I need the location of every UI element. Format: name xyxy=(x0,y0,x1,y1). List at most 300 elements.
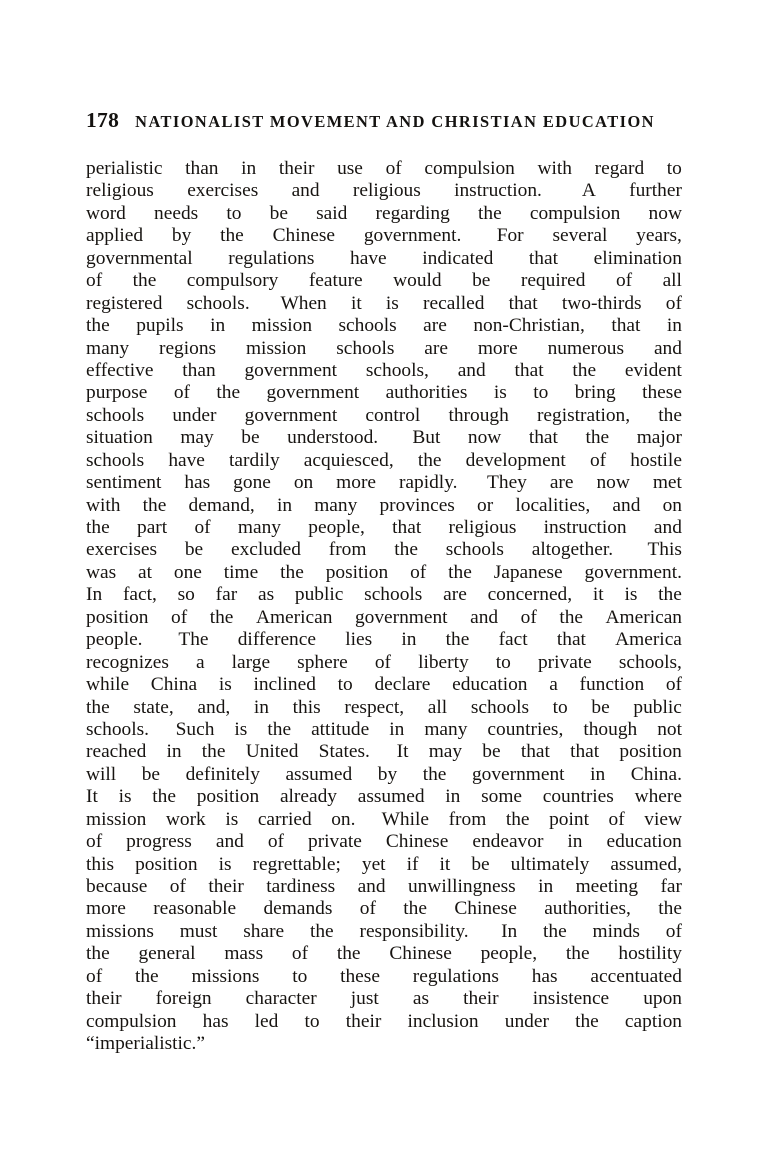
word: position xyxy=(325,561,389,583)
word: use xyxy=(337,158,363,179)
word: is xyxy=(385,292,399,314)
word: of xyxy=(615,270,633,292)
word: applied xyxy=(86,225,144,247)
word: and, xyxy=(197,696,231,718)
word: altogether. xyxy=(531,539,614,561)
word: have xyxy=(350,247,387,269)
word: that xyxy=(556,629,586,651)
word: compulsory xyxy=(186,270,279,292)
word: instruction. xyxy=(454,180,542,202)
word: regrettable; xyxy=(252,853,341,875)
word: has xyxy=(202,1010,229,1032)
word: in xyxy=(538,876,554,897)
word: already xyxy=(279,786,337,808)
word: government xyxy=(244,359,338,381)
word: rapidly. xyxy=(398,472,458,494)
word: that xyxy=(528,247,558,269)
word: compulsion xyxy=(424,158,515,179)
word: reached xyxy=(86,741,147,763)
word: be xyxy=(482,741,501,763)
word: is xyxy=(218,853,232,875)
word: where xyxy=(634,786,682,808)
word: is xyxy=(493,382,507,404)
word: instruction xyxy=(543,517,627,538)
word: States. xyxy=(318,741,370,763)
word: it xyxy=(592,584,604,606)
word: the xyxy=(565,943,590,965)
word: difference xyxy=(237,629,316,651)
word: recognizes xyxy=(86,651,169,673)
word: these xyxy=(340,965,380,987)
word: evident xyxy=(624,359,682,381)
word: that xyxy=(611,315,641,337)
word: their xyxy=(345,1010,382,1032)
word: numerous xyxy=(547,337,625,359)
word: it xyxy=(439,853,451,875)
word: the xyxy=(309,920,334,942)
word: “imperialistic.” xyxy=(86,1033,205,1055)
word: character xyxy=(245,988,317,1010)
word: of xyxy=(86,831,103,853)
text-line xyxy=(86,876,682,898)
word: the xyxy=(86,517,110,538)
word: schools. xyxy=(86,718,150,740)
word: the xyxy=(86,943,110,965)
word: mission xyxy=(86,808,147,830)
word: minds xyxy=(592,920,640,942)
page-number: 178 xyxy=(86,108,120,132)
text-line xyxy=(86,360,682,382)
body-text-column xyxy=(86,158,682,1056)
word: led xyxy=(254,1010,279,1032)
text-line xyxy=(86,764,682,786)
word: that xyxy=(520,741,550,763)
text-line xyxy=(86,854,682,876)
word: education xyxy=(452,674,528,696)
word: under xyxy=(504,1010,549,1032)
word: in xyxy=(401,629,417,651)
text-line xyxy=(86,1033,682,1055)
word: bring xyxy=(574,382,616,404)
word: unwillingness xyxy=(407,876,516,897)
text-line xyxy=(86,562,682,584)
word: China. xyxy=(630,763,682,785)
word: and xyxy=(653,337,682,359)
word: respect, xyxy=(344,696,405,718)
text-line xyxy=(86,315,682,337)
word: that xyxy=(528,427,558,449)
word: must xyxy=(179,920,218,942)
word: and xyxy=(357,876,386,897)
word: sphere xyxy=(297,651,348,673)
word: The xyxy=(178,629,209,651)
text-line xyxy=(86,248,682,270)
word: of xyxy=(385,158,402,179)
text-line xyxy=(86,203,682,225)
word: the xyxy=(448,561,472,583)
word: public xyxy=(294,584,344,606)
word: It xyxy=(86,786,98,808)
word: because xyxy=(86,876,148,897)
word: the xyxy=(658,584,682,606)
word: countries xyxy=(542,786,614,808)
word: more xyxy=(336,472,377,494)
word: the xyxy=(142,494,167,516)
word: position xyxy=(135,853,198,875)
word: ultimately xyxy=(510,853,590,875)
word: are xyxy=(549,472,574,494)
word: the xyxy=(220,225,244,247)
text-line xyxy=(86,921,682,943)
word: needs xyxy=(154,202,199,224)
word: American xyxy=(605,606,682,628)
word: is xyxy=(118,786,132,808)
word: regulations xyxy=(412,965,499,987)
word: and xyxy=(470,606,499,628)
word: word xyxy=(86,202,126,224)
word: acquiesced, xyxy=(303,449,394,471)
word: is xyxy=(624,584,638,606)
word: schools xyxy=(364,584,423,606)
text-line xyxy=(86,450,682,472)
word: the xyxy=(585,427,610,449)
word: is xyxy=(218,674,232,696)
word: foreign xyxy=(155,988,212,1010)
text-line xyxy=(86,966,682,988)
word: of xyxy=(608,808,625,830)
word: the xyxy=(201,741,226,763)
word: by xyxy=(377,763,398,785)
word: Such xyxy=(175,718,215,740)
text-line xyxy=(86,719,682,741)
word: of xyxy=(194,517,211,538)
word: position xyxy=(619,741,682,763)
word: tardily xyxy=(229,449,280,471)
word: of xyxy=(171,606,188,628)
word: schools xyxy=(86,404,145,426)
word: so xyxy=(177,584,195,606)
word: assumed xyxy=(357,786,425,808)
word: many xyxy=(424,718,468,740)
word: the xyxy=(336,943,361,965)
word: accentuated xyxy=(590,965,682,987)
word: that xyxy=(570,741,600,763)
word: government. xyxy=(584,561,682,583)
word: the xyxy=(209,606,234,628)
word: exercises xyxy=(86,539,158,561)
word: to xyxy=(495,651,511,673)
word: insistence xyxy=(532,988,610,1010)
word: of xyxy=(291,943,309,965)
word: reasonable xyxy=(153,898,237,920)
word: non-Christian, xyxy=(473,315,585,337)
word: a xyxy=(195,651,205,673)
word: to xyxy=(666,158,682,179)
word: upon xyxy=(643,988,682,1010)
word: demand, xyxy=(188,494,255,516)
word: and xyxy=(612,494,641,516)
text-line xyxy=(86,338,682,360)
word: through xyxy=(448,404,509,426)
word: in xyxy=(666,315,682,337)
word: schools xyxy=(86,449,145,471)
word: government xyxy=(266,382,360,404)
word: excluded xyxy=(230,539,301,561)
word: schools, xyxy=(365,359,429,381)
text-line xyxy=(86,472,682,494)
word: registration, xyxy=(536,404,631,426)
word: assumed, xyxy=(610,853,682,875)
word: the xyxy=(505,808,530,830)
word: to xyxy=(226,202,242,224)
word: to xyxy=(292,965,308,987)
word: that xyxy=(514,359,544,381)
word: of xyxy=(665,292,682,314)
word: fact, xyxy=(122,584,157,606)
word: the xyxy=(572,359,597,381)
word: on. xyxy=(331,808,356,830)
word: the xyxy=(559,606,584,628)
word: perialistic xyxy=(86,158,163,179)
word: yet xyxy=(361,853,386,875)
word: one xyxy=(173,561,202,583)
word: government. xyxy=(363,225,462,247)
word: all xyxy=(427,696,448,718)
word: Japanese xyxy=(493,561,563,583)
word: people, xyxy=(480,943,538,965)
text-line xyxy=(86,495,682,517)
word: the xyxy=(403,898,427,920)
word: more xyxy=(86,898,126,920)
word: situation xyxy=(86,427,153,449)
word: United xyxy=(245,741,299,763)
word: demands xyxy=(263,898,333,920)
word: of xyxy=(665,674,682,696)
word: if xyxy=(406,853,419,875)
word: exercises xyxy=(187,180,259,202)
word: to xyxy=(533,382,549,404)
word: several xyxy=(552,225,608,247)
word: private xyxy=(308,831,362,853)
word: hostile xyxy=(630,449,682,471)
word: many xyxy=(314,494,358,516)
word: control xyxy=(365,404,421,426)
word: development xyxy=(465,449,566,471)
word: of xyxy=(173,382,190,404)
word: the xyxy=(280,561,304,583)
word: countries, xyxy=(487,718,564,740)
word: concerned, xyxy=(487,584,573,606)
word: and xyxy=(291,180,320,202)
word: missions xyxy=(86,920,154,942)
word: pupils xyxy=(136,315,184,337)
word: tardiness xyxy=(266,876,336,897)
text-line xyxy=(86,158,682,180)
word: In xyxy=(501,920,518,942)
word: their xyxy=(208,876,244,897)
word: schools xyxy=(445,539,504,561)
text-line xyxy=(86,674,682,696)
word: now xyxy=(467,427,502,449)
word: in xyxy=(253,696,270,718)
word: than xyxy=(182,359,216,381)
text-line xyxy=(86,270,682,292)
word: has xyxy=(184,472,211,494)
word: in xyxy=(445,786,461,808)
word: schools xyxy=(336,337,395,359)
word: the xyxy=(445,629,470,651)
word: the xyxy=(575,1010,599,1032)
word: It xyxy=(396,741,409,763)
word: religious xyxy=(352,180,421,202)
word: progress xyxy=(126,831,192,853)
word: from xyxy=(328,539,367,561)
word: said xyxy=(316,202,348,224)
text-line xyxy=(86,629,682,651)
word: Chinese xyxy=(385,831,449,853)
word: inclined xyxy=(253,674,316,696)
word: point xyxy=(549,808,589,830)
word: of xyxy=(86,270,103,292)
word: meeting xyxy=(575,876,639,897)
word: two-thirds xyxy=(561,292,642,314)
running-head-title: NATIONALIST MOVEMENT AND CHRISTIAN EDUCATION xyxy=(135,112,655,131)
word: government xyxy=(471,763,565,785)
word: fact xyxy=(498,629,528,651)
word: has xyxy=(531,965,558,987)
word: far xyxy=(660,876,682,897)
text-line xyxy=(86,427,682,449)
word: of xyxy=(267,831,285,853)
word: many xyxy=(237,517,281,538)
word: to xyxy=(304,1010,320,1032)
word: and xyxy=(457,359,486,381)
text-line xyxy=(86,898,682,920)
text-line xyxy=(86,652,682,674)
text-line xyxy=(86,988,682,1010)
word: endeavor xyxy=(472,831,544,853)
word: registered xyxy=(86,292,163,314)
word: some xyxy=(481,786,523,808)
word: of xyxy=(86,965,103,987)
word: responsibility. xyxy=(359,920,469,942)
word: hostility xyxy=(618,943,682,965)
word: the xyxy=(417,449,442,471)
word: indicated xyxy=(422,247,494,269)
word: inclusion xyxy=(407,1010,479,1032)
word: major xyxy=(636,427,682,449)
word: at xyxy=(138,561,153,583)
word: are xyxy=(423,315,447,337)
text-line xyxy=(86,697,682,719)
word: are xyxy=(443,584,467,606)
word: the xyxy=(422,763,447,785)
word: is xyxy=(234,718,248,740)
text-line xyxy=(86,943,682,965)
text-line xyxy=(86,517,682,539)
word: be xyxy=(184,539,204,561)
word: position xyxy=(196,786,260,808)
text-line xyxy=(86,180,682,202)
word: from xyxy=(448,808,487,830)
word: liberty xyxy=(418,651,469,673)
word: carried xyxy=(257,808,312,830)
word: it xyxy=(350,292,362,314)
word: part xyxy=(137,517,168,538)
word: authorities, xyxy=(544,898,631,920)
text-line xyxy=(86,405,682,427)
word: But xyxy=(412,427,441,449)
word: general xyxy=(138,943,196,965)
word: provinces xyxy=(379,494,455,516)
word: be xyxy=(141,763,161,785)
word: mass xyxy=(224,943,264,965)
word: the xyxy=(86,696,110,718)
word: the xyxy=(543,920,567,942)
word: sentiment xyxy=(86,472,162,494)
word: the xyxy=(267,718,292,740)
word: these xyxy=(642,382,682,404)
word: missions xyxy=(191,965,260,987)
word: large xyxy=(231,651,271,673)
word: state, xyxy=(133,696,174,718)
word: private xyxy=(537,651,592,673)
word: a xyxy=(549,674,558,696)
word: government xyxy=(354,606,448,628)
word: required xyxy=(520,270,586,292)
word: feature xyxy=(308,270,363,292)
word: of xyxy=(665,920,682,942)
word: compulsion xyxy=(529,202,621,224)
word: attitude xyxy=(311,718,370,740)
word: this xyxy=(86,853,115,875)
word: schools xyxy=(470,696,530,718)
word: their xyxy=(86,988,122,1010)
word: are xyxy=(424,337,448,359)
word: of xyxy=(410,561,427,583)
word: or xyxy=(477,494,494,516)
word: the xyxy=(134,965,159,987)
word: as xyxy=(257,584,275,606)
word: with xyxy=(537,158,572,179)
word: authorities xyxy=(385,382,468,404)
word: now xyxy=(648,202,682,224)
word: that xyxy=(508,292,538,314)
word: definitely xyxy=(185,763,260,785)
word: in xyxy=(166,741,182,763)
word: than xyxy=(185,158,219,179)
word: lies xyxy=(345,629,373,651)
word: religious xyxy=(448,517,517,538)
word: just xyxy=(350,988,379,1010)
word: declare xyxy=(374,674,431,696)
word: When xyxy=(280,292,327,314)
word: met xyxy=(652,472,682,494)
word: may xyxy=(180,427,214,449)
word: share xyxy=(243,920,285,942)
word: be xyxy=(591,696,610,718)
word: of xyxy=(374,651,391,673)
word: have xyxy=(168,449,205,471)
word: compulsion xyxy=(86,1010,177,1032)
word: under xyxy=(172,404,217,426)
word: years, xyxy=(636,225,682,247)
word: in xyxy=(210,315,226,337)
word: regarding xyxy=(375,202,450,224)
word: assumed xyxy=(285,763,353,785)
word: education xyxy=(606,831,682,853)
word: regard xyxy=(594,158,645,179)
